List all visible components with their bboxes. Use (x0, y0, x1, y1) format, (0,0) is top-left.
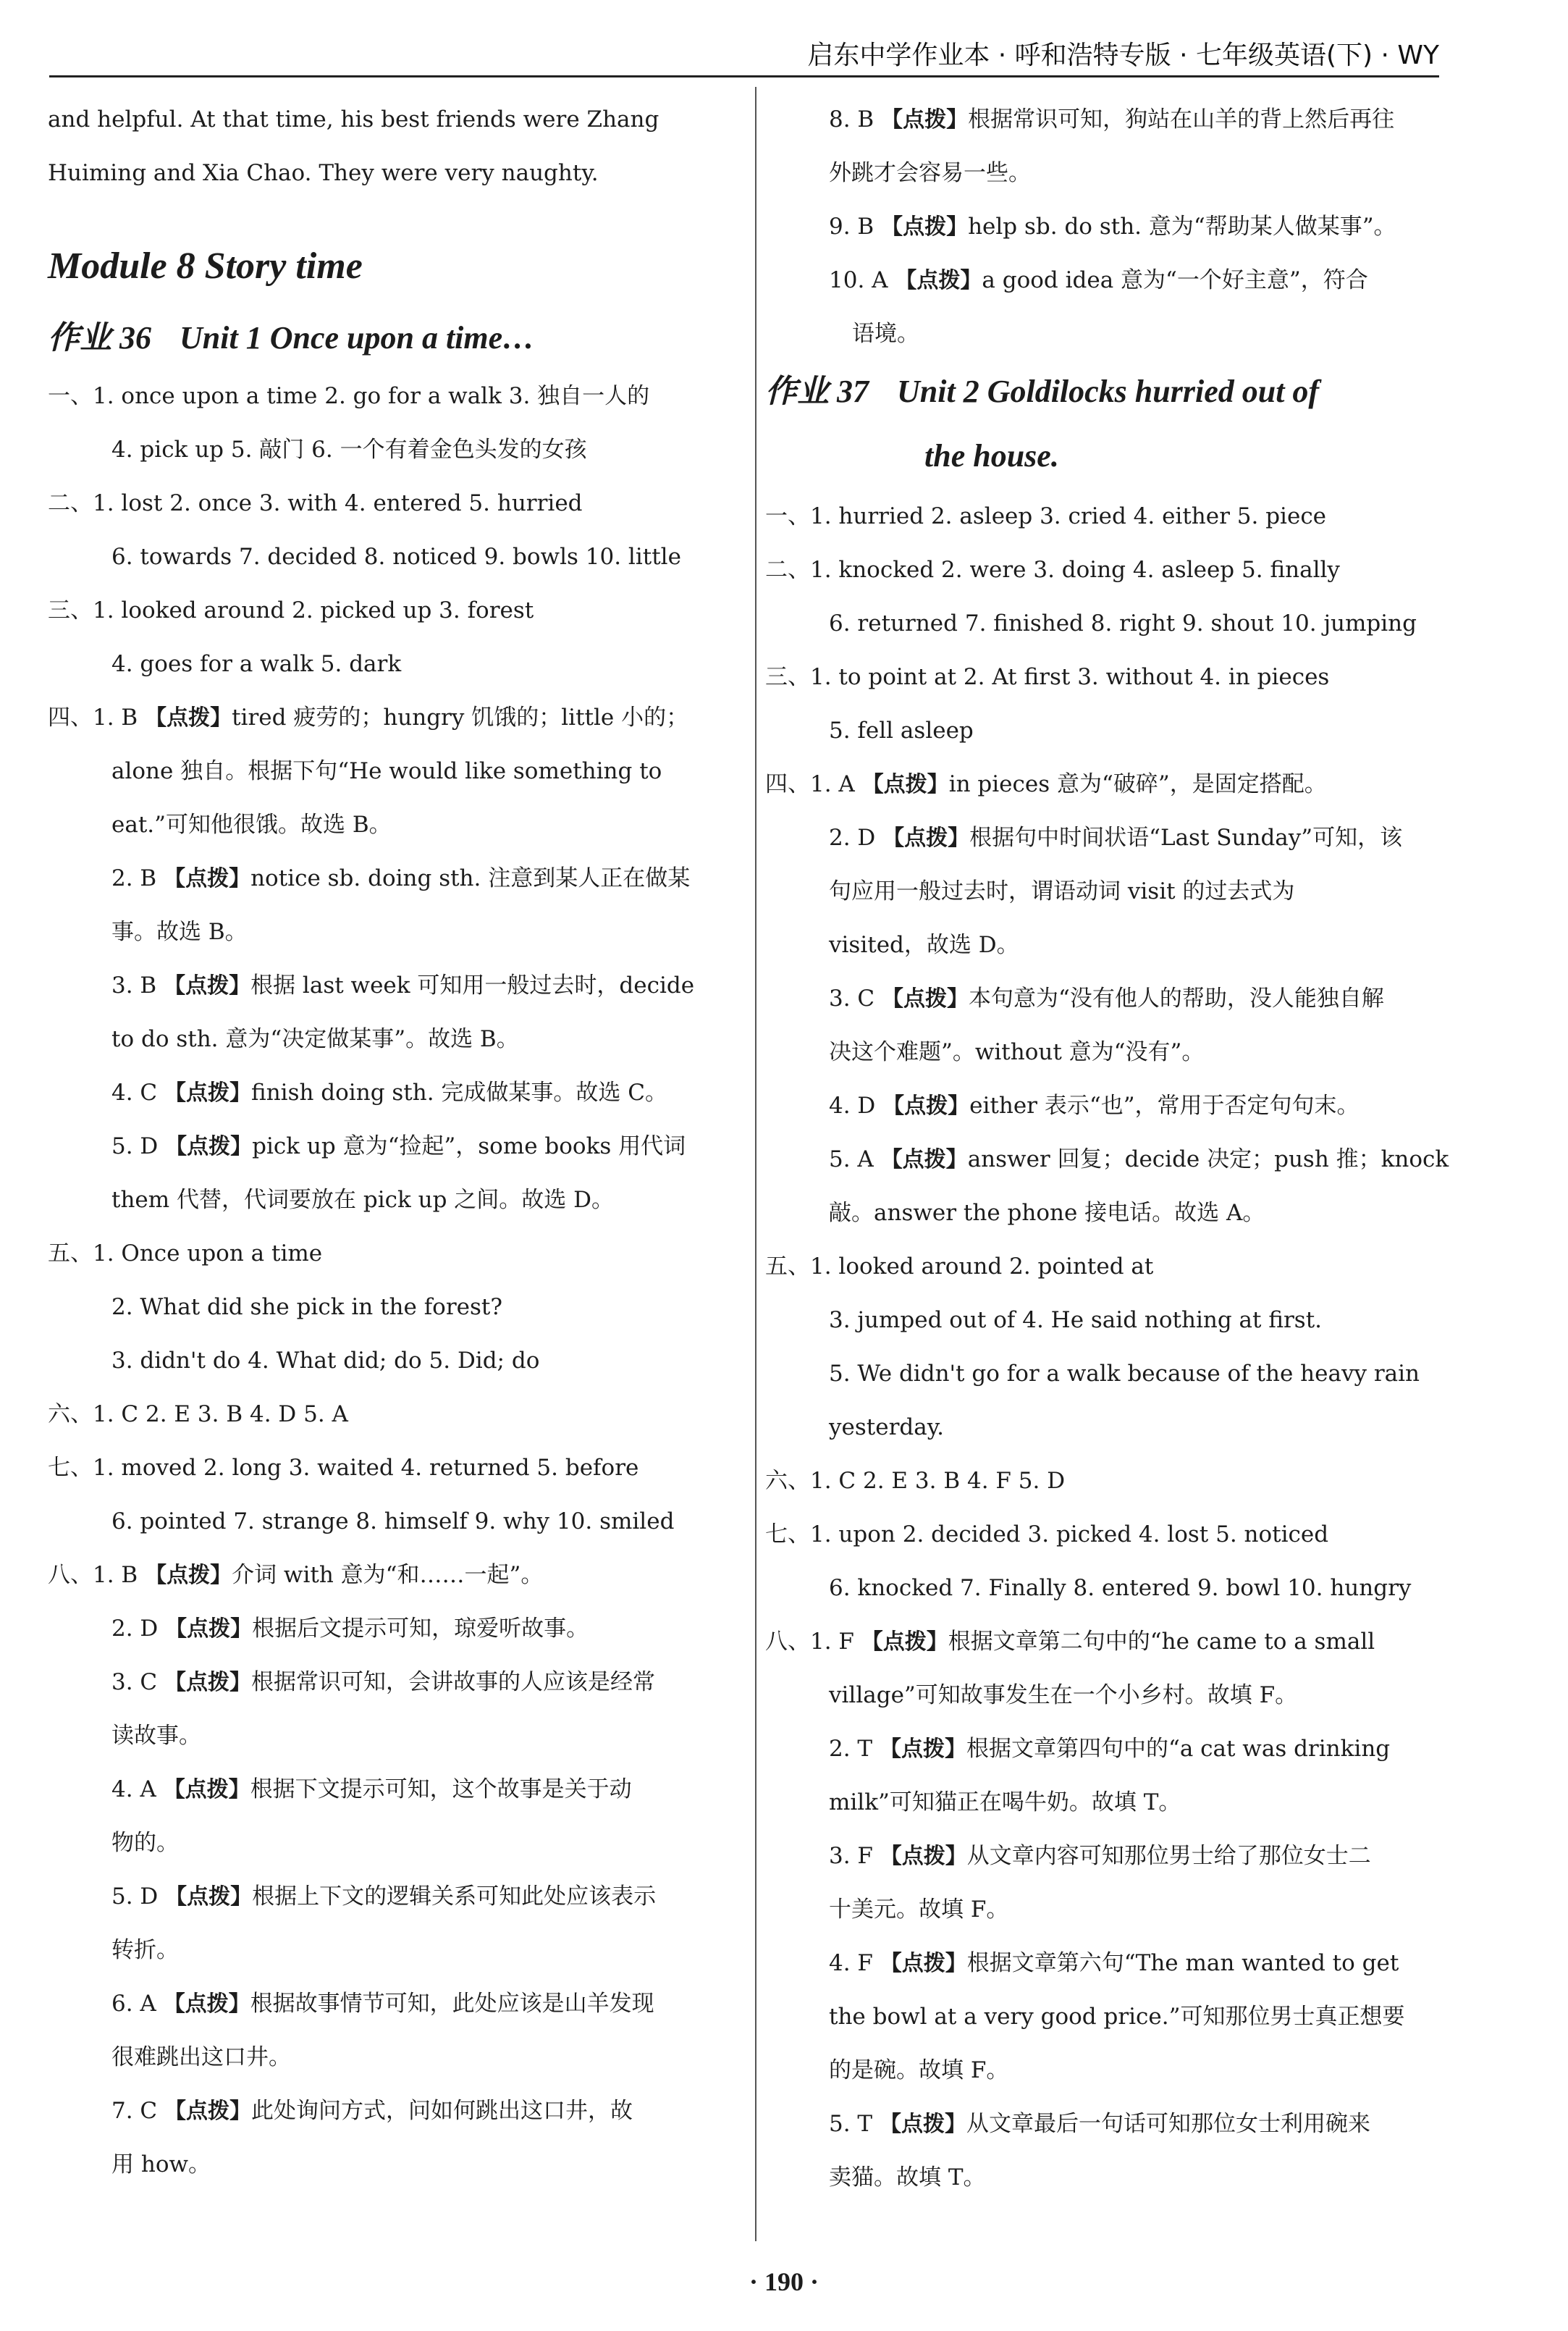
answer-line: 5. fell asleep (829, 718, 974, 744)
hint-tag: 【点拨】 (163, 1991, 250, 2017)
hint-tag: 【点拨】 (165, 1884, 253, 1910)
answer-line: 十美元。故填 F。 (829, 1897, 1009, 1923)
left-column (48, 93, 725, 2191)
carry-line: Huiming and Xia Chao. They were very naughty. (48, 160, 599, 186)
hint-tag: 【点拨】 (882, 1093, 970, 1119)
carry-line: and helpful. At that time, his best friends were Zhang (48, 106, 659, 133)
hint-tag: 【点拨】 (880, 1844, 967, 1869)
answer-line: 8. B 【点拨】根据常识可知，狗站在山羊的背上然后再往 (829, 106, 1395, 133)
answer-line: 3. B 【点拨】根据 last week 可知用一般过去时，decide (111, 973, 695, 999)
answer-line: 4. D 【点拨】either 表示“也”，常用于否定句句末。 (829, 1093, 1360, 1119)
answer-line: 2. D 【点拨】根据句中时间状语“Last Sunday”可知，该 (829, 825, 1403, 851)
answer-line: 4. F 【点拨】根据文章第六句“The man wanted to get (829, 1950, 1399, 1976)
answer-line: 句应用一般过去时，谓语动词 visit 的过去式为 (829, 878, 1295, 904)
hint-tag: 【点拨】 (879, 1736, 966, 1762)
answer-line: 四、1. B 【点拨】tired 疲劳的；hungry 饥饿的；little 小的； (48, 705, 689, 731)
homework-number: 作业 36 (48, 320, 151, 356)
answer-line: 6. knocked 7. Finally 8. entered 9. bowl 10. hungry (829, 1575, 1412, 1601)
answer-line: milk”可知猫正在喝牛奶。故填 T。 (829, 1789, 1181, 1815)
answer-line: 七、1. moved 2. long 3. waited 4. returned 5. before (48, 1455, 639, 1481)
right-column (765, 93, 1449, 2204)
answer-line: 七、1. upon 2. decided 3. picked 4. lost 5. noticed (765, 1521, 1329, 1547)
unit-title: Unit 1 Once upon a time… (180, 320, 535, 356)
answer-line: 3. didn't do 4. What did; do 5. Did; do (111, 1348, 540, 1374)
answer-line: 的是碗。故填 F。 (829, 2057, 1009, 2083)
answer-line: 八、1. F 【点拨】根据文章第二句中的“he came to a small (765, 1629, 1375, 1655)
answer-line: 5. We didn't go for a walk because of the heavy rain (829, 1361, 1420, 1387)
answer-line: 语境。 (852, 321, 919, 347)
answer-line: 4. A 【点拨】根据下文提示可知，这个故事是关于动 (111, 1776, 632, 1802)
hint-tag: 【点拨】 (165, 1134, 253, 1159)
hint-tag: 【点拨】 (861, 1629, 948, 1655)
answer-line: 10. A 【点拨】a good idea 意为“一个好主意”，符合 (829, 267, 1368, 293)
answer-line: 6. returned 7. finished 8. right 9. shout 10. jumping (829, 610, 1417, 637)
answer-line: 4. C 【点拨】finish doing sth. 完成做某事。故选 C。 (111, 1080, 667, 1106)
answer-line: 三、1. looked around 2. picked up 3. forest (48, 597, 534, 623)
answer-line: 6. pointed 7. strange 8. himself 9. why 10. smiled (111, 1508, 675, 1534)
hint-tag: 【点拨】 (164, 2099, 252, 2124)
hint-tag: 【点拨】 (882, 826, 970, 851)
answer-line: 6. A 【点拨】根据故事情节可知，此处应该是山羊发现 (111, 1991, 654, 2017)
hint-tag: 【点拨】 (164, 1080, 252, 1106)
hint-tag: 【点拨】 (164, 973, 251, 999)
answer-line: 敲。answer the phone 接电话。故选 A。 (829, 1200, 1265, 1226)
hint-tag: 【点拨】 (145, 705, 232, 731)
answer-line: 4. goes for a walk 5. dark (111, 651, 402, 677)
answer-line: them 代替，代词要放在 pick up 之间。故选 D。 (111, 1187, 615, 1213)
answer-line: yesterday. (829, 1414, 944, 1440)
hint-tag: 【点拨】 (164, 1670, 252, 1695)
hint-tag: 【点拨】 (861, 772, 949, 797)
answer-line: 二、1. lost 2. once 3. with 4. entered 5. hurried (48, 490, 583, 516)
answer-line: 六、1. C 2. E 3. B 4. F 5. D (765, 1468, 1066, 1494)
hint-tag: 【点拨】 (882, 986, 969, 1012)
answer-line: 八、1. B 【点拨】介词 with 意为“和……一起”。 (48, 1562, 544, 1588)
answer-line: 5. D 【点拨】pick up 意为“捡起”，some books 用代词 (111, 1133, 686, 1159)
hint-tag: 【点拨】 (164, 866, 251, 891)
header-rule (49, 75, 1439, 77)
answer-line: the bowl at a very good price.”可知那位男士真正想要 (829, 2004, 1405, 2030)
answer-line: 卖猫。故填 T。 (829, 2164, 986, 2191)
answer-line: 五、1. looked around 2. pointed at (765, 1253, 1154, 1280)
column-divider (755, 87, 756, 2241)
answer-line: 9. B 【点拨】help sb. do sth. 意为“帮助某人做某事”。 (829, 214, 1396, 240)
answer-line: 外跳才会容易一些。 (829, 160, 1031, 186)
homework-heading-36 (48, 307, 725, 369)
hint-tag: 【点拨】 (163, 1777, 250, 1802)
unit-title-continued: the house. (924, 438, 1059, 474)
answer-line: 6. towards 7. decided 8. noticed 9. bowls 10. little (111, 544, 681, 570)
unit-title: Unit 2 Goldilocks hurried out of (897, 374, 1320, 409)
hint-tag: 【点拨】 (881, 214, 969, 240)
answer-line: 5. A 【点拨】answer 回复；decide 决定；push 推；knock (829, 1146, 1449, 1172)
answer-line: 5. T 【点拨】从文章最后一句话可知那位女士利用碗来 (829, 2111, 1370, 2137)
answer-line: 用 how。 (111, 2151, 211, 2177)
answer-line: 读故事。 (111, 1723, 201, 1749)
answer-line: 3. C 【点拨】根据常识可知，会讲故事的人应该是经常 (111, 1669, 656, 1695)
answer-line: alone 独自。根据下句“He would like something to (111, 758, 662, 784)
answer-line: 一、1. hurried 2. asleep 3. cried 4. either 5. piece (765, 503, 1327, 529)
running-header: 启东中学作业本 · 呼和浩特专版 · 七年级英语(下) · WY (807, 41, 1439, 70)
page-number: · 190 · (749, 2267, 819, 2296)
hint-tag: 【点拨】 (895, 268, 982, 293)
answer-line: 三、1. to point at 2. At first 3. without 4. in pieces (765, 664, 1330, 690)
answer-line: 转折。 (111, 1937, 179, 1963)
answer-line: 很难跳出这口井。 (111, 2044, 291, 2070)
answer-line: 一、1. once upon a time 2. go for a walk 3. 独自一人的 (48, 383, 650, 409)
module-title: Module 8 Story time (48, 245, 363, 287)
answer-line: 3. C 【点拨】本句意为“没有他人的帮助，没人能独自解 (829, 986, 1384, 1012)
answer-line: 六、1. C 2. E 3. B 4. D 5. A (48, 1401, 348, 1427)
answer-line: visited，故选 D。 (829, 932, 1019, 958)
hint-tag: 【点拨】 (880, 1147, 968, 1172)
answer-line: 决这个难题”。without 意为“没有”。 (829, 1039, 1205, 1065)
hint-tag: 【点拨】 (879, 2112, 966, 2137)
answer-line: 2. B 【点拨】notice sb. doing sth. 注意到某人正在做某 (111, 865, 691, 891)
answer-line: 3. jumped out of 4. He said nothing at first. (829, 1307, 1323, 1333)
hint-tag: 【点拨】 (165, 1616, 253, 1642)
answer-line: 3. F 【点拨】从文章内容可知那位男士给了那位女士二 (829, 1843, 1371, 1869)
answer-line: eat.”可知他很饿。故选 B。 (111, 812, 392, 838)
answer-line: to do sth. 意为“决定做某事”。故选 B。 (111, 1026, 519, 1052)
answer-line: 2. D 【点拨】根据后文提示可知，琼爱听故事。 (111, 1616, 589, 1642)
answer-line: 4. pick up 5. 敲门 6. 一个有着金色头发的女孩 (111, 437, 587, 463)
homework-heading-37 (765, 361, 1449, 423)
answer-line: 2. T 【点拨】根据文章第四句中的“a cat was drinking (829, 1736, 1391, 1762)
answer-line: 7. C 【点拨】此处询问方式，问如何跳出这口井，故 (111, 2098, 633, 2124)
hint-tag: 【点拨】 (880, 1951, 967, 1976)
answer-line: 物的。 (111, 1830, 179, 1856)
answer-line: 5. D 【点拨】根据上下文的逻辑关系可知此处应该表示 (111, 1883, 657, 1910)
answer-line: 事。故选 B。 (111, 919, 248, 945)
answer-line: 五、1. Once upon a time (48, 1240, 323, 1267)
answer-line: 四、1. A 【点拨】in pieces 意为“破碎”，是固定搭配。 (765, 771, 1327, 797)
hint-tag: 【点拨】 (145, 1563, 232, 1588)
answer-line: village”可知故事发生在一个小乡村。故填 F。 (829, 1682, 1298, 1708)
answer-line: 2. What did she pick in the forest? (111, 1294, 502, 1320)
homework-number: 作业 37 (765, 374, 869, 409)
answer-line: 二、1. knocked 2. were 3. doing 4. asleep 5. finally (765, 557, 1340, 583)
hint-tag: 【点拨】 (881, 107, 969, 133)
